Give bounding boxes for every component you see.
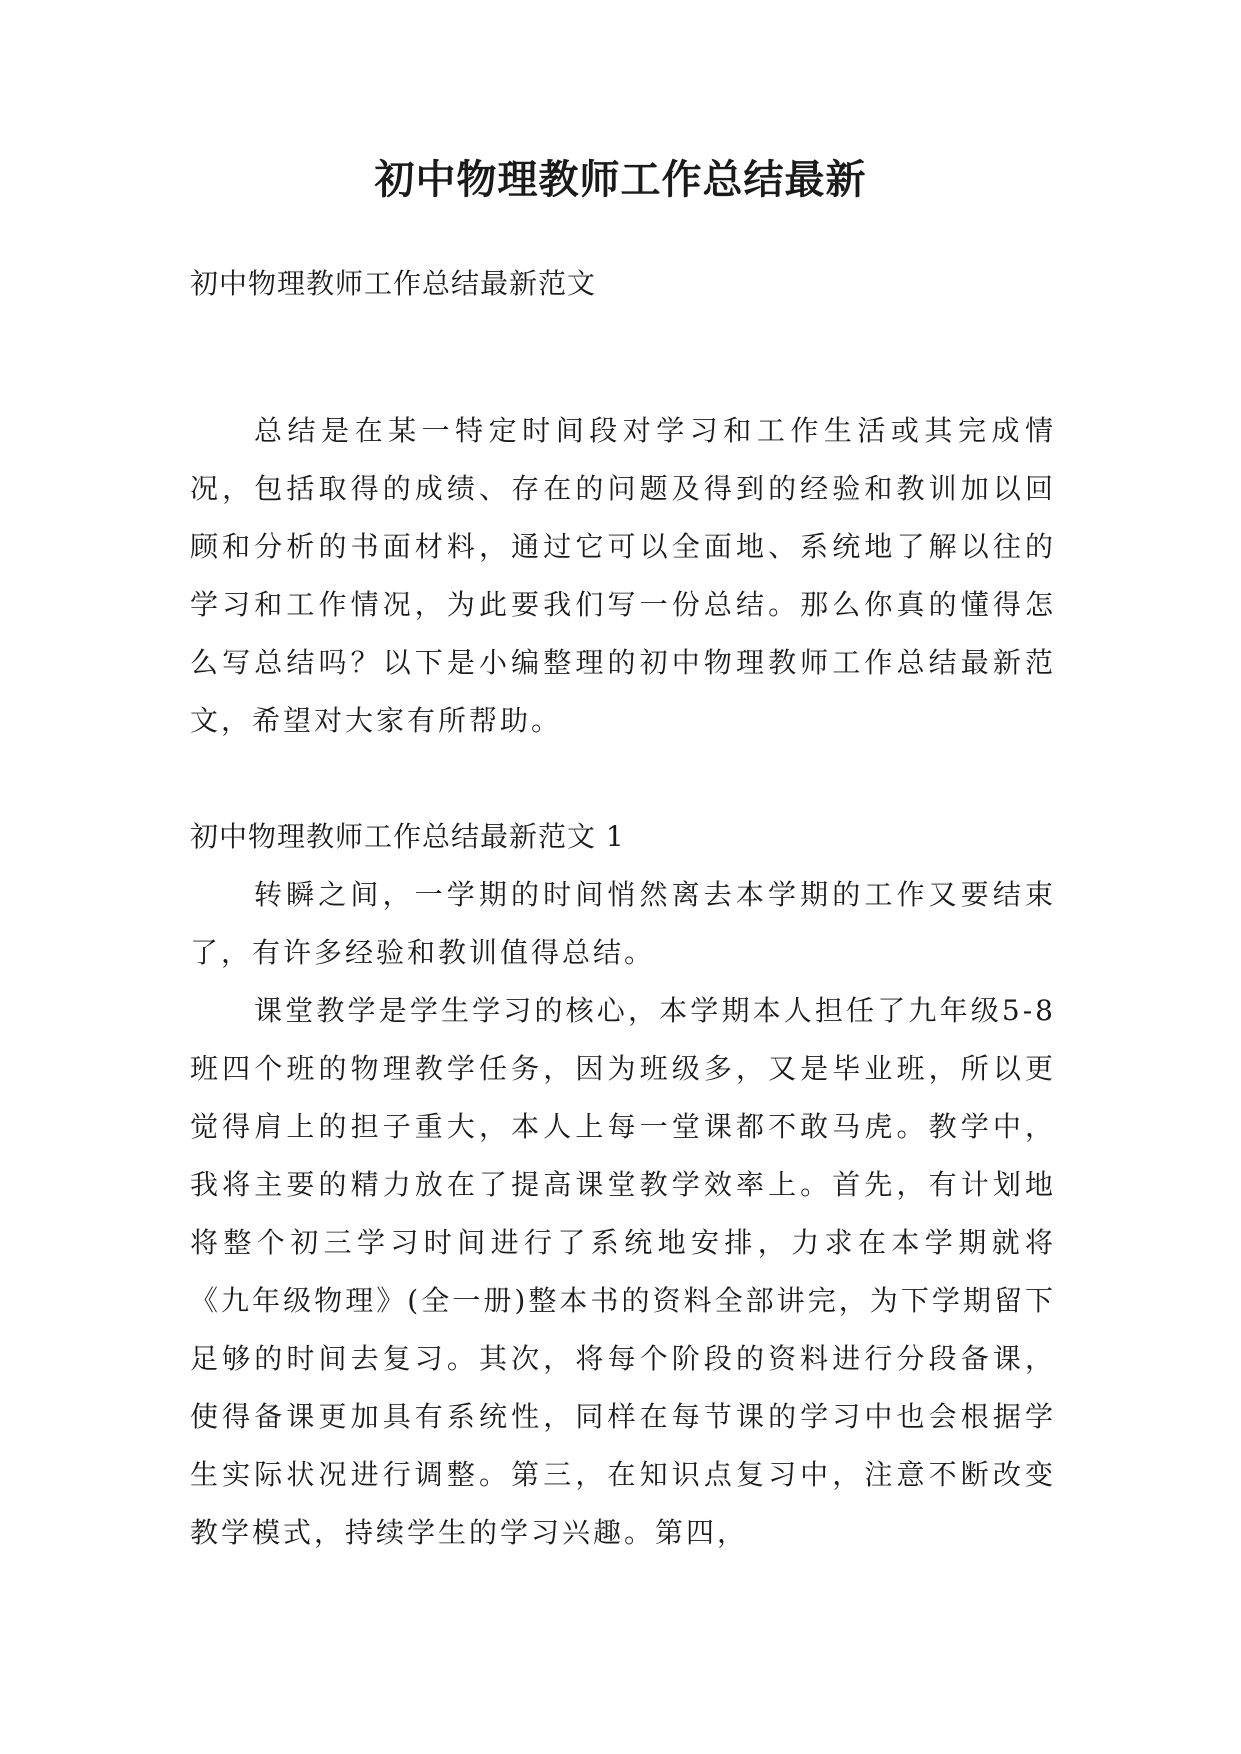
document-title: 初中物理教师工作总结最新	[374, 156, 867, 203]
document-subtitle: 初中物理教师工作总结最新范文	[190, 267, 597, 300]
body-paragraph-2: 课堂教学是学生学习的核心，本学期本人担任了九年级5-8 班四个班的物理教学任务，因为班级多，又是毕业班，所以更觉得肩上的担子重大，本人上每一堂课都不敢马虎。教学中，我将主要的精力放在了提高课堂教学效率上。首先，有计划地将整个初三学习时间进行了系统地安排，力求在本学期就将《九年级物理》(全一册)整本书的资料全部讲完，为下学期留下足够的时间去复习。其次，将每个阶段的资料进行分段备课，使得备课更加具有系统性，同样在每节课的学习中也会根据学生实际状况进行调整。第三，在知识点复习中，注意不断改变教学模式，持续学生的学习兴趣。第四，	[190, 994, 1056, 1549]
body-paragraph-1: 转瞬之间，一学期的时间悄然离去本学期的工作又要结束了，有许多经验和教训值得总结。	[190, 878, 1056, 969]
intro-paragraph: 总结是在某一特定时间段对学习和工作生活或其完成情况，包括取得的成绩、存在的问题及得到的经验和教训加以回顾和分析的书面材料，通过它可以全面地、系统地了解以往的学习和工作情况，为此要我们写一份总结。那么你真的懂得怎么写总结吗？以下是小编整理的初中物理教师工作总结最新范文，希望对大家有所帮助。	[190, 414, 1056, 737]
section-heading: 初中物理教师工作总结最新范文 1	[190, 820, 625, 853]
